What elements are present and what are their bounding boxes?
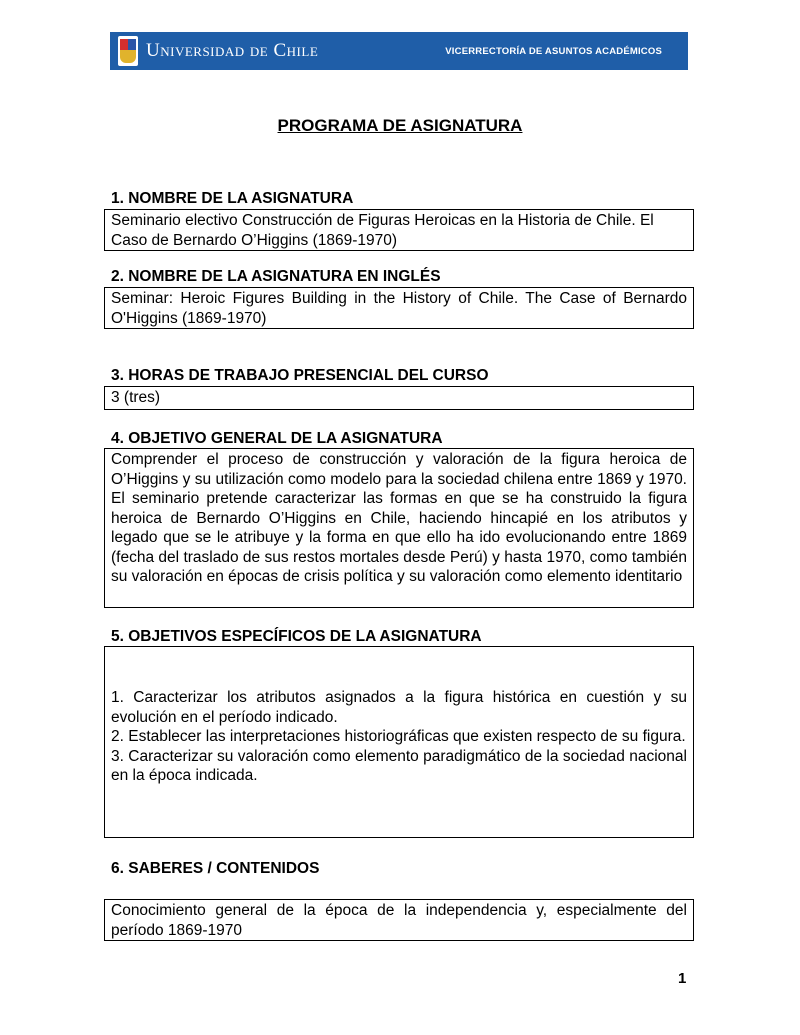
page-title: PROGRAMA DE ASIGNATURA xyxy=(277,116,523,135)
section-4-content: Comprender el proceso de construcción y valoración de la figura heroica de O’Higgins y su utilización como modelo para la sociedad chilena entre 1869 y 1970. El seminario pretende caracterizar las formas en que se ha construido la figura heroica de Bernardo O’Higgins en Chile, haciendo hincapié en los atributos y legado que se le atribuye y la forma en que ello ha ido evolucionando entre 1869 (fecha del traslado de sus restos mortales desde Perú) y hasta 1970, como también su valoración en épocas de crisis política y su valoración como elemento identitario xyxy=(111,451,687,585)
university-crest-icon xyxy=(118,36,138,66)
section-2-heading: 2. NOMBRE DE LA ASIGNATURA EN INGLÉS xyxy=(111,268,441,285)
section-1-box xyxy=(104,209,694,251)
page-number: 1 xyxy=(678,970,687,987)
section-1-content: Seminario electivo Construcción de Figuras Heroicas en la Historia de Chile. El Caso de Bernardo O’Higgins (1869-1970) xyxy=(111,212,654,249)
section-3-heading: 3. HORAS DE TRABAJO PRESENCIAL DEL CURSO xyxy=(111,367,489,384)
header-banner xyxy=(110,32,688,70)
section-1-heading: 1. NOMBRE DE LA ASIGNATURA xyxy=(111,190,354,207)
objective-item-2: 2. Establecer las interpretaciones historiográficas que existen respecto de su figura. xyxy=(111,728,686,745)
section-6-content: Conocimiento general de la época de la independencia y, especialmente del período 1869-1970 xyxy=(111,902,687,939)
section-3-content: 3 (tres) xyxy=(111,389,161,406)
section-2-content: Seminar: Heroic Figures Building in the History of Chile. The Case of Bernardo O'Higgins (1869-1970) xyxy=(111,290,687,327)
section-3-box xyxy=(104,386,694,410)
section-4-box xyxy=(104,448,694,608)
section-5-heading: 5. OBJETIVOS ESPECÍFICOS DE LA ASIGNATURA xyxy=(111,628,482,645)
vicerrectoria-label: VICERRECTORÍA DE ASUNTOS ACADÉMICOS xyxy=(445,45,662,57)
objective-item-3: 3. Caracterizar su valoración como elemento paradigmático de la sociedad nacional en la época indicada. xyxy=(111,747,687,784)
section-2-box xyxy=(104,287,694,329)
objective-item-1: 1. Caracterizar los atributos asignados a la figura histórica en cuestión y su evolución en el período indicado. xyxy=(111,689,687,726)
university-name: Universidad de Chile xyxy=(146,40,319,61)
section-4-heading: 4. OBJETIVO GENERAL DE LA ASIGNATURA xyxy=(111,430,443,447)
section-5-box xyxy=(104,646,694,838)
section-6-box xyxy=(104,899,694,941)
section-6-heading: 6. SABERES / CONTENIDOS xyxy=(111,860,320,877)
